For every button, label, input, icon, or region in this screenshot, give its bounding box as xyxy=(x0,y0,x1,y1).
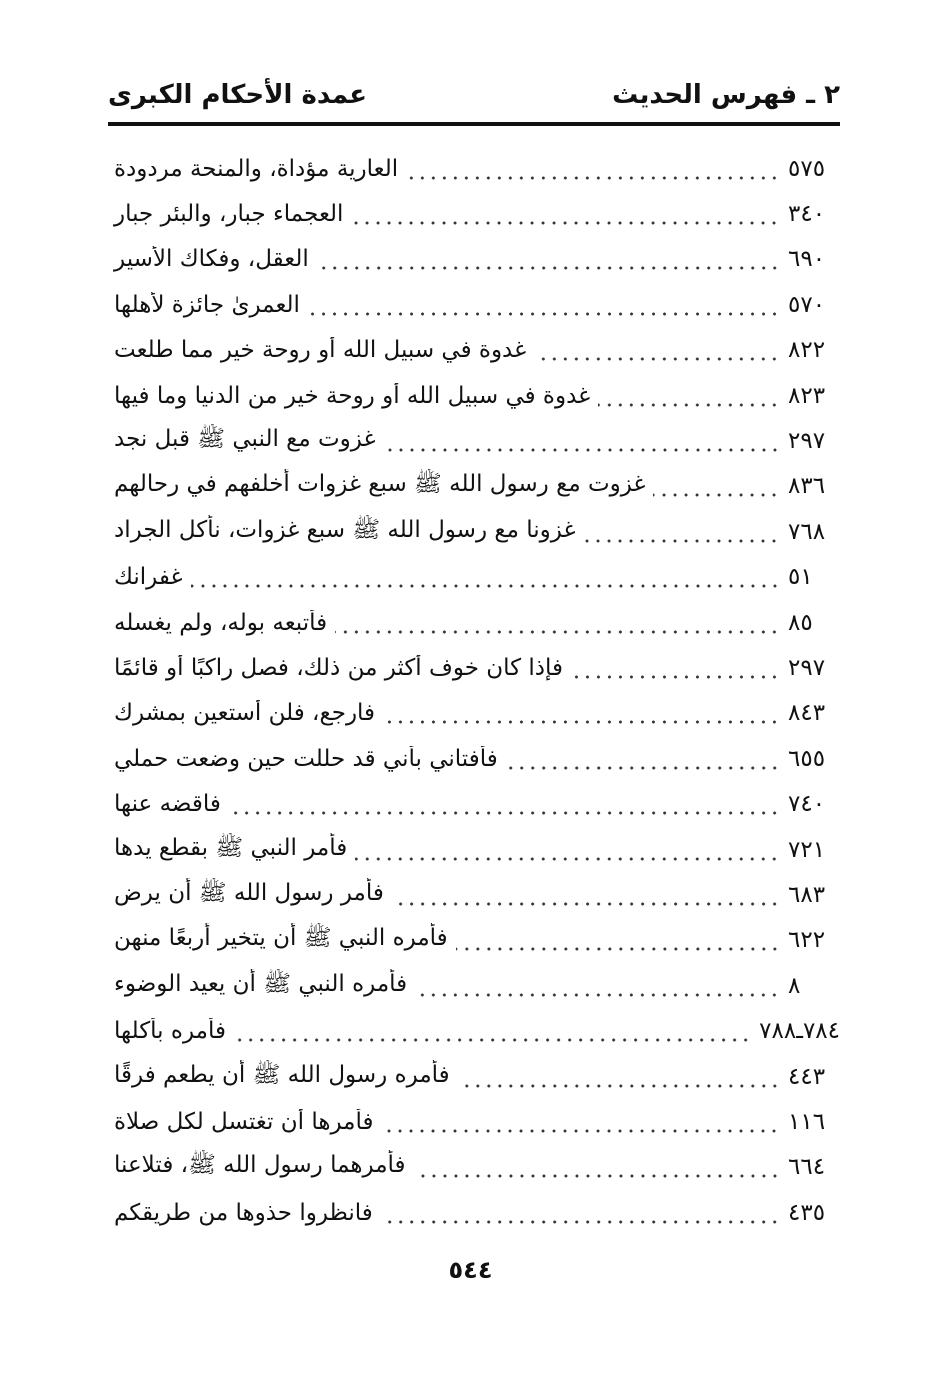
running-header xyxy=(108,80,840,120)
hadith-index-list xyxy=(108,146,840,1235)
dot-leader xyxy=(317,266,780,270)
index-entry xyxy=(108,146,840,191)
dot-leader xyxy=(392,902,780,906)
entry-page-number: ٦٢٢ xyxy=(788,927,826,954)
entry-text: فأمرهما رسول الله ﷺ، فتلاعنا xyxy=(114,1152,406,1179)
index-entry xyxy=(108,509,840,554)
entry-text: فاقضه عنها xyxy=(114,791,221,818)
entry-page-number: ٥٧٠ xyxy=(788,291,826,318)
dot-leader xyxy=(384,448,780,452)
dot-leader xyxy=(335,630,780,634)
dot-leader xyxy=(571,675,780,679)
index-entry xyxy=(108,191,840,236)
index-entry xyxy=(108,600,840,645)
entry-text: العجماء جبار، والبئر جبار xyxy=(114,201,344,228)
entry-page-number: ٦٦٤ xyxy=(788,1154,826,1181)
entry-text: فأمره النبي ﷺ أن يعيد الوضوء xyxy=(114,970,408,997)
entry-text: فأمره بأكلها xyxy=(114,1018,226,1045)
entry-page-number: ٢٩٧ xyxy=(788,654,826,681)
entry-text: العارية مؤداة، والمنحة مردودة xyxy=(114,155,399,182)
entry-text: فأمرها أن تغتسل لكل صلاة xyxy=(114,1108,374,1135)
index-entry xyxy=(108,827,840,872)
entry-page-number: ٧٢١ xyxy=(788,836,826,863)
dot-leader xyxy=(234,1038,751,1042)
entry-text: العقل، وفكاك الأسير xyxy=(114,246,309,273)
entry-page-number: ٣٤٠ xyxy=(788,201,826,228)
entry-text: فارجع، فلن أستعين بمشرك xyxy=(114,700,376,727)
entry-page-number: ٨٢٣ xyxy=(788,382,826,409)
entry-page-number: ٨٥ xyxy=(788,609,813,636)
entry-page-number: ٨٤٣ xyxy=(788,700,826,727)
index-entry xyxy=(108,736,840,781)
dot-leader xyxy=(415,993,780,997)
dot-leader xyxy=(191,584,780,588)
entry-page-number: ٤٤٣ xyxy=(788,1063,826,1090)
entry-text: فإذا كان خوف أكثر من ذلك، فصل راكبًا أو قائمًا xyxy=(114,654,564,681)
index-entry xyxy=(108,1099,840,1144)
entry-page-number: ٤٣٥ xyxy=(788,1199,826,1226)
index-entry xyxy=(108,872,840,917)
index-entry xyxy=(108,237,840,282)
index-entry xyxy=(108,918,840,963)
entry-page-number: ٧٦٨ xyxy=(788,518,826,545)
entry-page-number: ٨٢٢ xyxy=(788,337,826,364)
index-entry xyxy=(108,1190,840,1235)
dot-leader xyxy=(456,947,780,951)
index-entry xyxy=(108,418,840,463)
book-title: عمدة الأحكام الكبرى xyxy=(108,80,368,110)
entry-page-number: ٨ xyxy=(788,972,801,999)
index-entry xyxy=(108,1054,840,1099)
index-entry xyxy=(108,555,840,600)
dot-leader xyxy=(406,176,780,180)
entry-page-number: ١١٦ xyxy=(788,1108,826,1135)
entry-page-number: ٥١ xyxy=(788,564,813,591)
entry-page-number: ٧٨٤ـ٧٨٨ xyxy=(759,1018,840,1045)
dot-leader xyxy=(598,403,780,407)
index-entry xyxy=(108,1145,840,1190)
entry-text: فانظروا حذوها من طريقكم xyxy=(114,1199,373,1226)
entry-page-number: ٦٩٠ xyxy=(788,246,826,273)
entry-text: فأمر رسول الله ﷺ أن يرض xyxy=(114,879,384,906)
dot-leader xyxy=(355,857,780,861)
dot-leader xyxy=(381,1129,780,1133)
entry-text: فأمره النبي ﷺ أن يتخير أربعًا منهن xyxy=(114,925,448,952)
entry-text: فأمره رسول الله ﷺ أن يطعم فرقًا xyxy=(114,1061,450,1088)
entry-page-number: ٦٨٣ xyxy=(788,881,826,908)
dot-leader xyxy=(583,539,780,543)
entry-text: فأمر النبي ﷺ بقطع يدها xyxy=(114,834,348,861)
entry-page-number: ٥٧٥ xyxy=(788,155,826,182)
entry-text: غزونا مع رسول الله ﷺ سبع غزوات، نأكل الجراد xyxy=(114,516,576,543)
page-number: ٥٤٤ xyxy=(448,1256,493,1284)
entry-page-number: ٢٩٧ xyxy=(788,428,826,455)
entry-text: غزوت مع رسول الله ﷺ سبع غزوات أخلفهم في رحالهم xyxy=(114,471,646,498)
entry-text: غدوة في سبيل الله أو روحة خير من الدنيا وما فيها xyxy=(114,382,591,409)
entry-text: فأتبعه بوله، ولم يغسله xyxy=(114,609,328,636)
entry-text: غزوت مع النبي ﷺ قبل نجد xyxy=(114,426,376,453)
index-entry xyxy=(108,781,840,826)
entry-text: غفرانك xyxy=(114,564,183,591)
dot-leader xyxy=(351,221,780,225)
index-entry xyxy=(108,282,840,327)
entry-text: غدوة في سبيل الله أو روحة خير مما طلعت xyxy=(114,337,527,364)
index-entry xyxy=(108,645,840,690)
index-entry xyxy=(108,373,840,418)
dot-leader xyxy=(308,312,780,316)
dot-leader xyxy=(381,1220,780,1224)
entry-page-number: ٦٥٥ xyxy=(788,745,826,772)
index-entry xyxy=(108,1008,840,1053)
dot-leader xyxy=(458,1084,780,1088)
dot-leader xyxy=(229,811,780,815)
dot-leader xyxy=(383,720,780,724)
dot-leader xyxy=(653,493,780,497)
section-title: ٢ ـ فهرس الحديث xyxy=(612,80,840,110)
index-entry xyxy=(108,464,840,509)
header-rule xyxy=(108,122,840,126)
entry-page-number: ٧٤٠ xyxy=(788,791,826,818)
dot-leader xyxy=(414,1174,780,1178)
index-entry xyxy=(108,691,840,736)
dot-leader xyxy=(534,357,780,361)
entry-text: فأفتاني بأني قد حللت حين وضعت حملي xyxy=(114,745,498,772)
entry-page-number: ٨٣٦ xyxy=(788,473,826,500)
index-entry xyxy=(108,963,840,1008)
dot-leader xyxy=(506,766,780,770)
index-entry xyxy=(108,328,840,373)
entry-text: العمرىٰ جائزة لأهلها xyxy=(114,291,300,318)
